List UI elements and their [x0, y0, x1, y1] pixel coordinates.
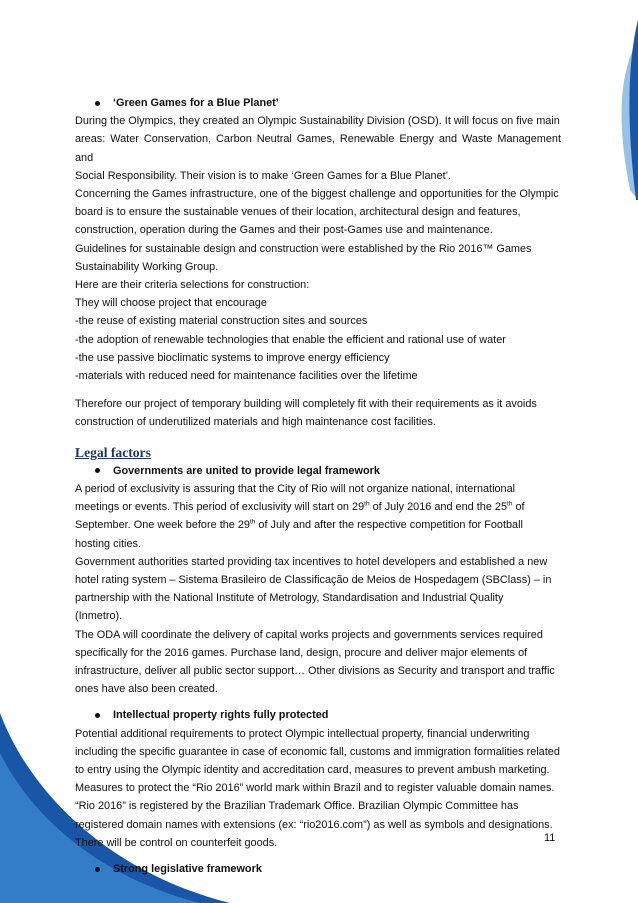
text-line: Measures to protect the “Rio 2016” world mark within Brazil and to register valuable domain names.	[75, 782, 555, 795]
text-line: Here are their criteria selections for construction:	[75, 279, 310, 292]
text-line: partnership with the National Institute of Metrology, Standardisation and Industrial Quality	[75, 592, 504, 605]
text-line: They will choose project that encourage	[75, 297, 267, 310]
text-line: Concerning the Games infrastructure, one of the biggest challenge and opportunities for the Olympic	[75, 188, 559, 200]
text-line: hosting cities.	[75, 537, 141, 550]
text-line: Guidelines for sustainable design and construction were established by the Rio 2016™ Games	[75, 242, 532, 255]
text-line: Therefore our project of temporary building will completely fit with their requirements as it avoids	[75, 398, 537, 411]
bullet-dot-icon	[95, 468, 100, 473]
bullet-intellectual-property	[95, 706, 561, 724]
bullet-label: Governments are united to provide legal framework	[113, 464, 380, 477]
text-line: specifically for the 2016 games. Purchase land, design, procure and deliver major elements of	[75, 646, 528, 659]
text-line: areas: Water Conservation, Carbon Neutral Games, Renewable Energy and Waste Management and	[75, 133, 561, 164]
text-line: The ODA will coordinate the delivery of capital works projects and governments services required	[75, 628, 543, 641]
text-line: -the use passive bioclimatic systems to improve energy efficiency	[75, 351, 390, 364]
top-right-wave-decoration	[558, 0, 638, 200]
page-number: 11	[544, 832, 556, 844]
text-line: There will be control on counterfeit goods.	[75, 836, 278, 849]
text-line: including the specific guarantee in case of economic fall, customs and immigration formalities related	[75, 745, 560, 758]
text-line: A period of exclusivity is assuring that the City of Rio will not organize national, international	[75, 483, 516, 496]
text-line: Sustainability Working Group.	[75, 260, 219, 273]
text-line: During the Olympics, they created an Olympic Sustainability Division (OSD). It will focus on five main	[75, 115, 560, 128]
text-line: (Inmetro).	[75, 610, 123, 623]
text-line: meetings or events. This period of exclusivity will start on 29th of July 2016 and end the 25th of	[75, 500, 525, 514]
text-line: hotel rating system – Sistema Brasileiro de Classificação de Meios de Hospedagem (SBClass) – in	[75, 574, 552, 587]
bullet-green-games	[95, 94, 561, 112]
text-line: construction, operation during the Games and their post-Games use and maintenance.	[75, 224, 493, 237]
text-line: registered domain names with extensions (ex: “rio2016.com”) as well as symbols and designations.	[75, 818, 553, 831]
bullet-dot-icon	[95, 101, 100, 106]
text-line: “Rio 2016” is registered by the Brazilian Trademark Office. Brazilian Olympic Committee has	[75, 800, 519, 813]
text-line: -materials with reduced need for maintenance facilities over the lifetime	[75, 370, 418, 383]
bullet-label: Strong legislative framework	[113, 863, 262, 876]
bullet-legislative-framework	[95, 860, 561, 878]
text-line: board is to ensure the sustainable venues of their location, architectural design and features,	[75, 206, 521, 219]
text-line: ones have also been created.	[75, 683, 218, 696]
text-line: to entry using the Olympic identity and accreditation card, measures to prevent ambush marketing.	[75, 764, 550, 777]
text-line: Government authorities started providing tax incentives to hotel developers and established a new	[75, 555, 548, 568]
text-line: -the reuse of existing material construction sites and sources	[75, 315, 368, 328]
bullet-dot-icon	[95, 713, 100, 718]
text-line: infrastructure, deliver all public sector support… Other divisions as Security and transport and traffic	[75, 665, 555, 678]
text-line: September. One week before the 29th of July and after the respective competition for Football	[75, 518, 523, 532]
section-heading-legal-factors: Legal factors	[75, 444, 151, 460]
bullet-legal-framework	[95, 462, 561, 480]
text-line: -the adoption of renewable technologies that enable the efficient and rational use of water	[75, 333, 506, 346]
text-line: Social Responsibility. Their vision is to make ‘Green Games for a Blue Planet’.	[75, 169, 452, 182]
bullet-label: Intellectual property rights fully protected	[113, 709, 329, 722]
text-line: Potential additional requirements to protect Olympic intellectual property, financial underwriting	[75, 727, 530, 740]
text-line: construction of underutilized materials and high maintenance cost facilities.	[75, 416, 436, 429]
document-body	[75, 94, 561, 878]
bullet-label: ‘Green Games for a Blue Planet’	[113, 97, 279, 109]
bullet-dot-icon	[95, 867, 100, 872]
